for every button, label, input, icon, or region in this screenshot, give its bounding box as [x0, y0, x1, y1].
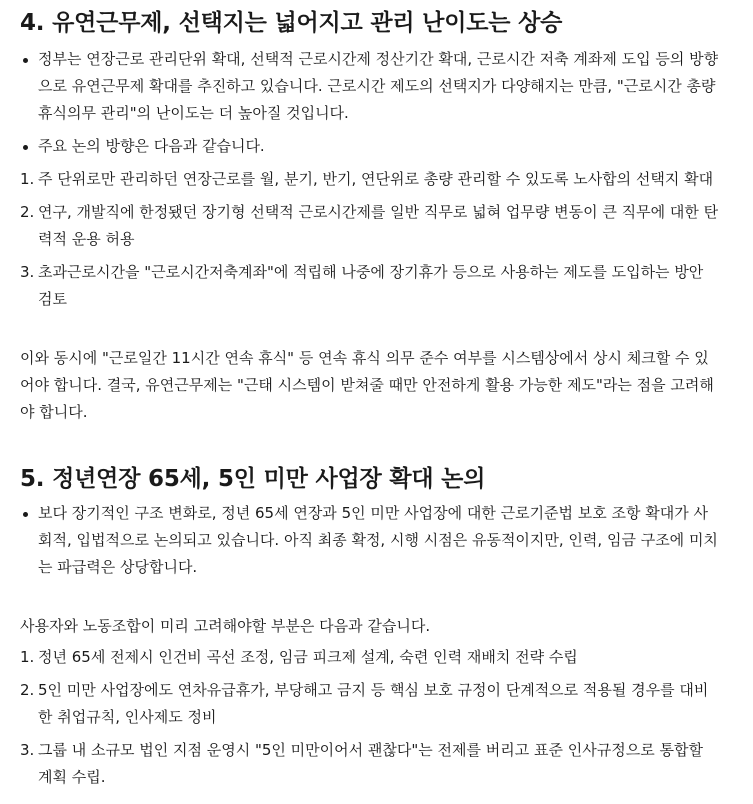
list-item: 정부는 연장근로 관리단위 확대, 선택적 근로시간제 정산기간 확대, 근로시간 저축 계좌제 도입 등의 방향으로 유연근무제 확대를 추진하고 있습니다. 근로시간 제도의 선택지가 다양해지는 만큼, "근로시간 총량 휴식의무 관리"의 난이도는 더 높아질 것입니다.	[20, 46, 719, 127]
section-4-heading: 4. 유연근무제, 선택지는 넓어지고 관리 난이도는 상승	[20, 10, 563, 36]
list-item	[20, 737, 719, 791]
section-5-numbered-list	[20, 644, 719, 791]
list-item-text: 5인 미만 사업장에도 연차유급휴가, 부당해고 금지 등 핵심 보호 규정이 단계적으로 적용될 경우를 대비한 취업규칙, 인사제도 정비	[38, 681, 709, 726]
list-item-text: 정년 65세 전제시 인건비 곡선 조정, 임금 피크제 설계, 숙련 인력 재배치 전략 수립	[38, 648, 578, 666]
list-item: 주요 논의 방향은 다음과 같습니다.	[20, 133, 719, 160]
list-item	[20, 644, 719, 671]
section-5-bullet-list	[20, 500, 719, 581]
list-item-text: 주 단위로만 관리하던 연장근로를 월, 분기, 반기, 연단위로 총량 관리할 수 있도록 노사합의 선택지 확대	[38, 170, 714, 188]
list-item-text: 그룹 내 소규모 법인 지점 운영시 "5인 미만이어서 괜찮다"는 전제를 버리고 표준 인사규정으로 통합할 계획 수립.	[38, 741, 703, 786]
list-item	[20, 199, 719, 253]
list-item-text: 연구, 개발직에 한정됐던 장기형 선택적 근로시간제를 일반 직무로 넓혀 업무량 변동이 큰 직무에 대한 탄력적 운용 허용	[38, 203, 719, 248]
list-item	[20, 259, 719, 313]
list-number: 3.	[20, 741, 35, 759]
list-number: 3.	[20, 263, 35, 281]
list-item-text: 초과근로시간을 "근로시간저축계좌"에 적립해 나중에 장기휴가 등으로 사용하는 제도를 도입하는 방안 검토	[38, 263, 704, 308]
section-4-paragraph: 이와 동시에 "근로일간 11시간 연속 휴식" 등 연속 휴식 의무 준수 여부를 시스템상에서 상시 체크할 수 있어야 합니다. 결국, 유연근무제는 "근태 시스템이 받쳐줄 때만 안전하게 활용 가능한 제도"라는 점을 고려해야 합니다.	[20, 349, 714, 421]
section-5-heading: 5. 정년연장 65세, 5인 미만 사업장 확대 논의	[20, 466, 486, 492]
spacer	[20, 319, 719, 345]
list-item: 보다 장기적인 구조 변화로, 정년 65세 연장과 5인 미만 사업장에 대한 근로기준법 보호 조항 확대가 사회적, 입법적으로 논의되고 있습니다. 아직 최종 확정, 시행 시점은 유동적이지만, 인력, 임금 구조에 미치는 파급력은 상당합니다.	[20, 500, 719, 581]
list-number: 1.	[20, 170, 35, 188]
section-5-paragraph: 사용자와 노동조합이 미리 고려해야할 부분은 다음과 같습니다.	[20, 617, 431, 635]
section-4-numbered-list	[20, 166, 719, 313]
list-item	[20, 677, 719, 731]
list-number: 1.	[20, 648, 35, 666]
spacer	[20, 587, 719, 613]
list-number: 2.	[20, 681, 35, 699]
list-item	[20, 166, 719, 193]
list-number: 2.	[20, 203, 35, 221]
section-4-bullet-list	[20, 46, 719, 160]
